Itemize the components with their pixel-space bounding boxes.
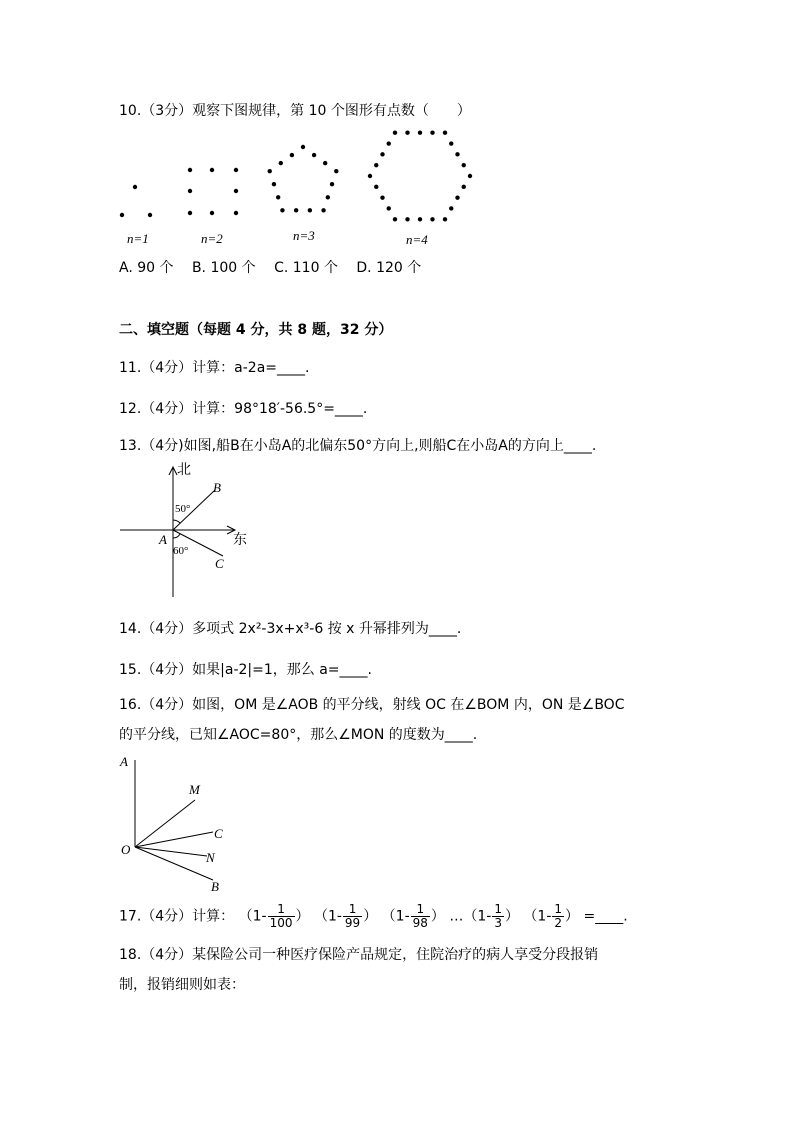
dot-fig4 [418,130,422,134]
dot-fig4 [387,206,391,210]
frac-num: 1 [494,902,502,916]
option-c[interactable]: C. 110 个 [274,260,338,276]
q17-term-0-open: （1- [238,908,267,925]
section-title: 二、填空题（每题 4 分，共 8 题，32 分） [119,322,393,338]
option-a[interactable]: A. 90 个 [119,260,174,276]
q17-term-1-close: ） [363,908,378,925]
dot-fig3 [312,153,316,157]
dot-fig2 [234,168,238,172]
fraction-1-100 [268,903,295,930]
frac-num: 1 [343,903,362,917]
dot-fig3 [280,208,284,212]
vertex-o-label: O [121,842,131,857]
dot-fig4 [462,163,466,167]
q18-line1: 18.（4分）某保险公司一种医疗保险产品规定，住院治疗的病人享受分段报销 [119,947,599,963]
dot-fig4 [462,185,466,189]
dot-fig3 [301,145,305,149]
q17-term-2-close: ） [430,908,445,925]
q10-options [119,258,435,278]
dot-fig4 [393,130,397,134]
frac-den: 100 [269,916,293,930]
dot-fig3 [268,169,272,173]
fraction-1-99 [343,903,362,930]
dot-fig1 [133,185,137,189]
dot-fig2 [234,211,238,215]
frac-den: 3 [494,916,502,930]
q12: 12.（4分）计算：98°18′-56.5°=____. [119,401,368,417]
q17-term-4-close: ） [565,908,580,925]
q17-term-3-open: …（1- [449,908,492,925]
q18-line2: 制，报销细则如表： [119,977,245,993]
dot-fig3 [294,208,298,212]
label-n1: n=1 [127,231,149,246]
north-label: 北 [177,463,191,478]
dot-fig3 [279,161,283,165]
frac-num: 1 [268,903,295,917]
q13-compass-figure [115,462,275,602]
ray-b-label: B [211,879,219,894]
q17-suffix: =____. [583,908,628,925]
dot-fig4 [468,174,472,178]
dot-fig2 [188,211,192,215]
angle-60-label: 60° [173,545,189,557]
option-d[interactable]: D. 120 个 [356,260,422,276]
frac-den: 99 [344,916,361,930]
dot-fig4 [449,206,453,210]
fraction-1-98 [411,903,430,930]
q16-line2: 的平分线，已知∠AOC=80°，那么∠MON 的度数为____. [119,727,478,743]
dot-fig4 [443,130,447,134]
point-a-label: A [159,532,167,547]
frac-num: 1 [554,902,563,916]
dot-fig3 [330,182,334,186]
dot-fig2 [188,189,192,193]
dot-fig2 [234,189,238,193]
dot-fig3 [334,169,338,173]
dot-fig4 [430,217,434,221]
q17-term-0-close: ） [295,908,310,925]
dot-fig2 [210,211,214,215]
dot-fig4 [380,152,384,156]
frac-den: 2 [554,916,563,930]
dot-fig3 [323,161,327,165]
fraction-1-3 [492,903,504,930]
dot-fig2 [188,168,192,172]
dot-fig4 [374,163,378,167]
q17 [119,903,628,930]
dot-fig4 [405,217,409,221]
dot-fig4 [455,195,459,199]
point-b-label: B [213,480,221,495]
option-b[interactable]: B. 100 个 [191,260,256,276]
dot-fig4 [405,130,409,134]
dot-fig4 [374,185,378,189]
q16-line1: 16.（4分）如图，OM 是∠AOB 的平分线，射线 OC 在∠BOM 内，ON 是∠BOC [119,697,625,713]
ray-c-label: C [214,826,223,841]
q17-term-3-close: ） [504,908,519,925]
dot-fig4 [380,195,384,199]
q17-term-4-open: （1- [523,908,552,925]
east-label: 东 [233,533,247,548]
ray-a-label: A [120,754,128,769]
frac-den: 98 [412,916,428,930]
dot-fig4 [455,152,459,156]
q10-stem: 10.（3分）观察下图规律，第 10 个图形有点数（ ） [119,103,471,119]
q15: 15.（4分）如果|a-2|=1，那么 a=____. [119,662,372,678]
dot-fig4 [393,217,397,221]
q17-term-2-open: （1- [381,908,410,925]
q13-text: 13.（4分)如图,船B在小岛A的北偏东50°方向上,则船C在小岛A的方向上____. [119,438,597,454]
q17-prefix: 17.（4分）计算： [119,908,235,925]
dot-fig3 [326,195,330,199]
label-n4: n=4 [406,232,428,247]
dot-fig3 [321,208,325,212]
q16-angle-figure [115,752,255,897]
ray-m-label: M [189,782,200,797]
dot-fig3 [308,208,312,212]
dot-fig1 [148,213,152,217]
dot-fig4 [449,141,453,145]
dot-fig3 [290,153,294,157]
dot-fig4 [418,217,422,221]
dot-fig4 [430,130,434,134]
q11: 11.（4分）计算：a-2a=____. [119,360,310,376]
dot-fig4 [443,217,447,221]
q17-term-1-open: （1- [313,908,342,925]
label-n2: n=2 [201,231,223,246]
dot-fig4 [368,174,372,178]
dot-fig3 [276,195,280,199]
angle-50-label: 50° [175,503,191,515]
frac-num: 1 [411,903,430,917]
dot-fig4 [387,141,391,145]
ray-n-label: N [206,850,215,865]
label-n3: n=3 [293,228,315,243]
fraction-1-2 [552,903,564,930]
dot-fig3 [272,182,276,186]
q14: 14.（4分）多项式 2x²-3x+x³-6 按 x 升幂排列为____. [119,621,462,637]
dot-fig2 [210,168,214,172]
dot-fig1 [120,213,124,217]
point-c-label: C [215,556,224,571]
